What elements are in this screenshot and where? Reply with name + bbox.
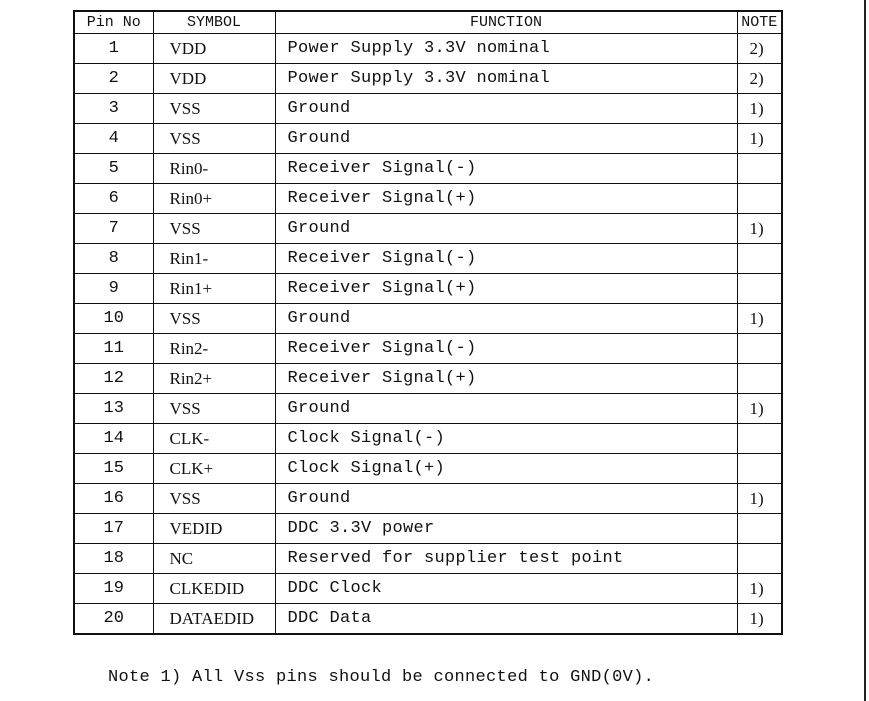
footnote: Note 1) All Vss pins should be connected to GND(0V). xyxy=(108,668,655,687)
function-cell: Ground xyxy=(275,124,737,154)
table-row xyxy=(74,394,782,424)
header-symbol: SYMBOL xyxy=(153,11,275,34)
pin-number-cell: 2 xyxy=(74,64,153,94)
function-cell: Receiver Signal(-) xyxy=(275,334,737,364)
symbol-cell: VEDID xyxy=(153,514,275,544)
symbol-cell: VDD xyxy=(153,34,275,64)
pin-number-cell: 6 xyxy=(74,184,153,214)
table-row xyxy=(74,154,782,184)
function-cell: Receiver Signal(+) xyxy=(275,184,737,214)
table-row xyxy=(74,454,782,484)
pin-number-cell: 9 xyxy=(74,274,153,304)
pin-number-cell: 15 xyxy=(74,454,153,484)
symbol-cell: DATAEDID xyxy=(153,604,275,635)
pin-number-cell: 10 xyxy=(74,304,153,334)
table-row xyxy=(74,364,782,394)
pin-number-cell: 7 xyxy=(74,214,153,244)
symbol-cell: VSS xyxy=(153,94,275,124)
pin-assignment-table xyxy=(73,10,783,635)
function-cell: DDC Data xyxy=(275,604,737,635)
note-cell xyxy=(737,514,782,544)
symbol-cell: VSS xyxy=(153,304,275,334)
function-cell: Ground xyxy=(275,304,737,334)
symbol-cell: Rin2- xyxy=(153,334,275,364)
symbol-cell: VSS xyxy=(153,484,275,514)
pin-number-cell: 8 xyxy=(74,244,153,274)
note-cell: 2) xyxy=(737,64,782,94)
symbol-cell: Rin2+ xyxy=(153,364,275,394)
function-cell: Reserved for supplier test point xyxy=(275,544,737,574)
function-cell: Ground xyxy=(275,484,737,514)
pin-number-cell: 5 xyxy=(74,154,153,184)
note-cell: 1) xyxy=(737,604,782,635)
header-pin-no: Pin No xyxy=(74,11,153,34)
table-row xyxy=(74,514,782,544)
function-cell: Clock Signal(+) xyxy=(275,454,737,484)
symbol-cell: VSS xyxy=(153,214,275,244)
table-header-row xyxy=(74,11,782,34)
table-row xyxy=(74,34,782,64)
pin-number-cell: 11 xyxy=(74,334,153,364)
table-row xyxy=(74,334,782,364)
function-cell: DDC 3.3V power xyxy=(275,514,737,544)
pin-number-cell: 13 xyxy=(74,394,153,424)
pin-number-cell: 20 xyxy=(74,604,153,635)
header-function: FUNCTION xyxy=(275,11,737,34)
function-cell: Clock Signal(-) xyxy=(275,424,737,454)
note-cell: 1) xyxy=(737,214,782,244)
table-row xyxy=(74,544,782,574)
page-border-line xyxy=(864,0,866,701)
note-cell: 1) xyxy=(737,94,782,124)
note-cell xyxy=(737,424,782,454)
function-cell: Power Supply 3.3V nominal xyxy=(275,64,737,94)
pin-number-cell: 4 xyxy=(74,124,153,154)
pin-number-cell: 14 xyxy=(74,424,153,454)
table-row xyxy=(74,484,782,514)
symbol-cell: CLK- xyxy=(153,424,275,454)
table-body xyxy=(74,34,782,635)
table-row xyxy=(74,424,782,454)
pin-number-cell: 3 xyxy=(74,94,153,124)
pin-number-cell: 17 xyxy=(74,514,153,544)
table-row xyxy=(74,184,782,214)
header-note: NOTE xyxy=(737,11,782,34)
symbol-cell: Rin1+ xyxy=(153,274,275,304)
symbol-cell: NC xyxy=(153,544,275,574)
symbol-cell: VSS xyxy=(153,124,275,154)
pin-number-cell: 16 xyxy=(74,484,153,514)
table-row xyxy=(74,574,782,604)
note-cell xyxy=(737,244,782,274)
function-cell: Power Supply 3.3V nominal xyxy=(275,34,737,64)
note-cell: 1) xyxy=(737,394,782,424)
table-row xyxy=(74,274,782,304)
note-cell xyxy=(737,274,782,304)
pin-number-cell: 1 xyxy=(74,34,153,64)
note-cell xyxy=(737,334,782,364)
symbol-cell: Rin1- xyxy=(153,244,275,274)
symbol-cell: Rin0+ xyxy=(153,184,275,214)
table-row xyxy=(74,64,782,94)
note-cell: 1) xyxy=(737,484,782,514)
table-row xyxy=(74,304,782,334)
note-cell: 2) xyxy=(737,34,782,64)
symbol-cell: VDD xyxy=(153,64,275,94)
table-row xyxy=(74,604,782,635)
function-cell: Receiver Signal(+) xyxy=(275,274,737,304)
function-cell: Ground xyxy=(275,94,737,124)
table-row xyxy=(74,244,782,274)
function-cell: Receiver Signal(-) xyxy=(275,154,737,184)
note-cell xyxy=(737,544,782,574)
note-cell xyxy=(737,364,782,394)
function-cell: Ground xyxy=(275,214,737,244)
pin-number-cell: 19 xyxy=(74,574,153,604)
pin-number-cell: 12 xyxy=(74,364,153,394)
table-row xyxy=(74,214,782,244)
table-row xyxy=(74,124,782,154)
symbol-cell: CLKEDID xyxy=(153,574,275,604)
note-cell xyxy=(737,154,782,184)
function-cell: DDC Clock xyxy=(275,574,737,604)
function-cell: Receiver Signal(+) xyxy=(275,364,737,394)
symbol-cell: Rin0- xyxy=(153,154,275,184)
note-cell: 1) xyxy=(737,574,782,604)
function-cell: Ground xyxy=(275,394,737,424)
table-row xyxy=(74,94,782,124)
note-cell: 1) xyxy=(737,124,782,154)
symbol-cell: VSS xyxy=(153,394,275,424)
note-cell xyxy=(737,454,782,484)
note-cell xyxy=(737,184,782,214)
pin-number-cell: 18 xyxy=(74,544,153,574)
function-cell: Receiver Signal(-) xyxy=(275,244,737,274)
symbol-cell: CLK+ xyxy=(153,454,275,484)
note-cell: 1) xyxy=(737,304,782,334)
